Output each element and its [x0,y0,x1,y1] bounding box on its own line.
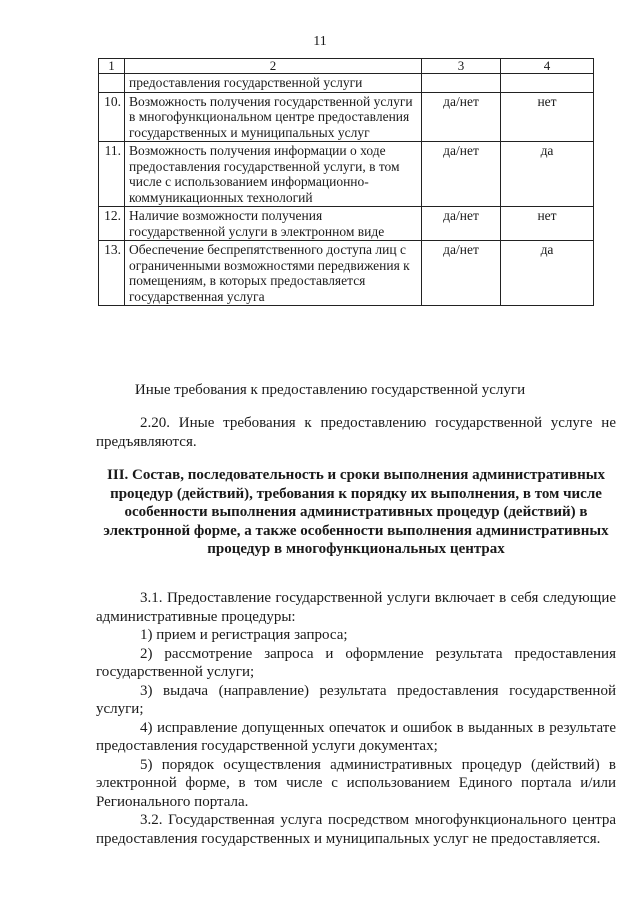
table-header-cell: 3 [422,59,501,74]
row-col3: да/нет [422,142,501,207]
row-col4: да [501,241,594,306]
table-row [99,142,594,207]
row-number: 13. [99,241,125,306]
requirements-table [98,58,594,306]
row-text: предоставления государственной услуги [125,74,422,93]
row-number: 10. [99,92,125,142]
row-col4: нет [501,207,594,241]
row-col4 [501,74,594,93]
procedure-item: 4) исправление допущенных опечаток и ошибок в выданных в результате предоставления государственной услуги документах; [96,719,616,754]
page-number: 11 [313,34,327,49]
procedure-item: 3) выдача (направление) результата предоставления государственной услуги; [96,682,616,717]
row-col4: да [501,142,594,207]
section-title: III. Состав, последовательность и сроки выполнения административных процедур (действий), требования к порядку их выполнения, в том числе особенности выполнения административных процедур (действий) в электронной форме, а также особенности выполнения административных процедур в многофункциональных центрах [103,467,609,557]
row-col3: да/нет [422,241,501,306]
table-row [99,207,594,241]
paragraph-3-2: 3.2. Государственная услуга посредством многофункционального центра предоставления государственных и муниципальных услуг не предоставляется. [96,812,616,847]
table-row [99,92,594,142]
table-row [99,241,594,306]
row-number: 12. [99,207,125,241]
table-header-cell: 2 [125,59,422,74]
table-row-continuation [99,74,594,93]
paragraph-2-20: 2.20. Иные требования к предоставлению государственной услуге не предъявляются. [96,415,616,450]
table-header-cell: 1 [99,59,125,74]
row-col3: да/нет [422,207,501,241]
row-text: Наличие возможности получения государственной услуги в электронном виде [125,207,422,241]
paragraph-3-1: 3.1. Предоставление государственной услуги включает в себя следующие административные процедуры: [96,590,616,625]
procedure-item: 2) рассмотрение запроса и оформление результата предоставления государственной услуги; [96,645,616,680]
section-body [96,589,616,848]
procedure-item: 1) прием и регистрация запроса; [140,627,348,643]
row-col4: нет [501,92,594,142]
row-number: 11. [99,142,125,207]
row-col3: да/нет [422,92,501,142]
row-number [99,74,125,93]
table-header-cell: 4 [501,59,594,74]
row-text: Обеспечение беспрепятственного доступа лиц с ограниченными возможностями передвижения к помещениям, в которых предоставляется государственная услуга [125,241,422,306]
subsection-heading: Иные требования к предоставлению государственной услуги [134,382,526,398]
row-text: Возможность получения информации о ходе предоставления государственной услуги, в том числе с использованием информационно-коммуникационных технологий [125,142,422,207]
row-text: Возможность получения государственной услуги в многофункциональном центре предоставления государственных и муниципальных услуг [125,92,422,142]
table-header-row [99,59,594,74]
procedure-item: 5) порядок осуществления административных процедур (действий) в электронной форме, в том числе с использованием Единого портала и/или Регионального портала. [96,756,616,810]
row-col3 [422,74,501,93]
